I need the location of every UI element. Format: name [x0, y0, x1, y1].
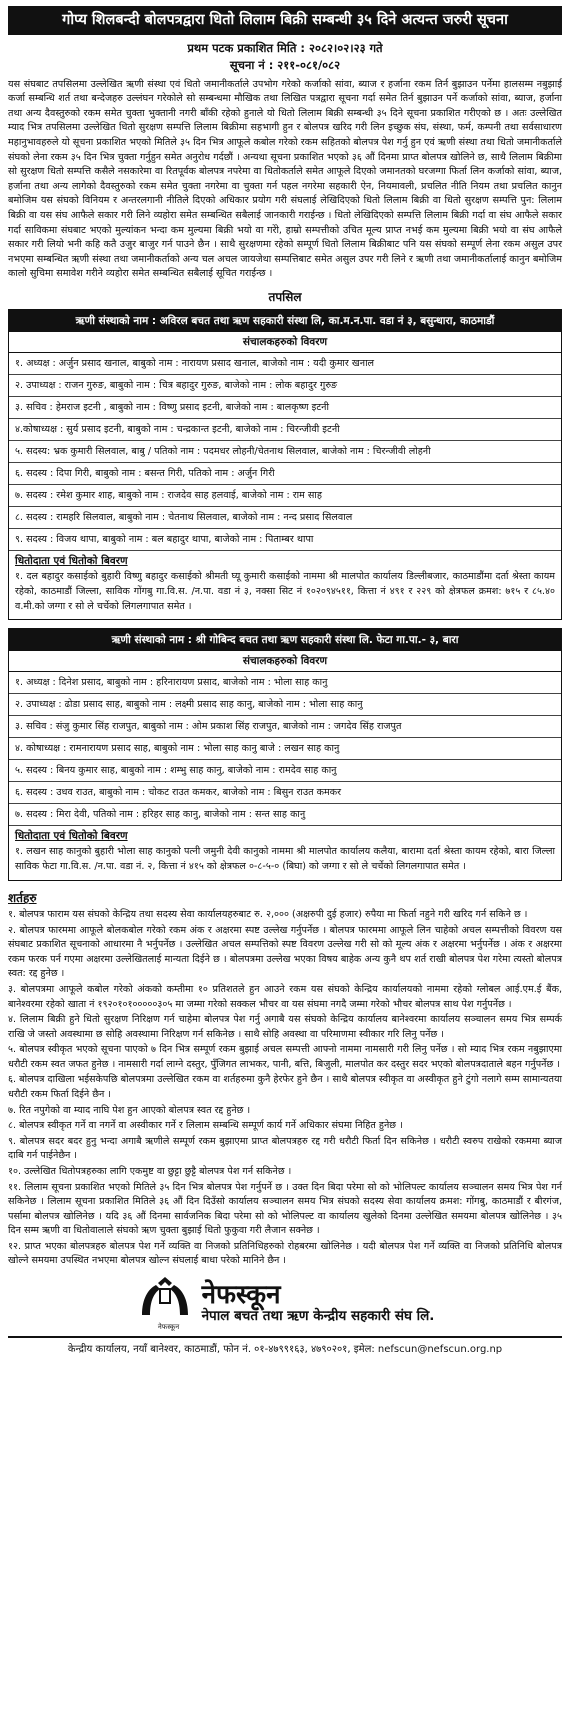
notice-number: सूचना नं : २११-०८१/०८२	[229, 58, 341, 73]
member-row: ७. सदस्य : मिरा देवी, पतिको नाम : हरिहर साह कानु, बाजेको नाम : सन्त साह कानु	[9, 804, 561, 826]
term-item: २. बोलपत्र फारममा आफूले बोलकबोल गरेको रकम अंक र अक्षरमा स्पष्ट उल्लेख गर्नुपर्नेछ । बोलपत्र फारममा आफूले लिन चाहेको अचल सम्पत्तीको विवरण यस संघबाट प्रकाशित सूचनाको आधारमा नै भर्नुपर्नेछ । उल्लेखित अचल सम्पत्तिको स्पष्ट विवरण उल्लेख गरी सो को मूल्य अंक र अक्षरमा भर्नुपर्नेछ । अंक र अक्षरमा रकम फरक पर्न गएमा अक्षरमा उल्लेखितलाई मान्यता दिईने छ । बोलपत्रमा उल्लेख भएका विषय बाहेक अन्य कुनै थप शर्त राखी बोलपत्र पेश गरेमा त्यस्तो बोलपत्र स्वत: रद्द हुनेछ ।	[8, 924, 562, 980]
terms-title: शर्तहरु	[8, 891, 37, 906]
term-item: ५. बोलपत्र स्वीकृत भएको सूचना पाएको ७ दिन भित्र सम्पूर्ण रकम बुझाई अचल सम्पत्ती आफ्नो नाममा नामसारी गरी लिनु पर्नेछ । सो म्याद भित्र रकम नबुझाएमा धरौटी रकम स्वत जफत हुनेछ । नामसारी गर्दा लाग्ने दस्तुर, पुँजिगत लाभकर, पानी, बत्ति, बिजुली, मालपोत कर दस्तुर सदर भएको बोलपत्रदाताले बहन गर्नुपर्नेछ ।	[8, 1044, 562, 1070]
footer-contact: केन्द्रीय कार्यालय, नयाँ बानेश्वर, काठमाडौं, फोन नं. ०१-४७९९१६३, ४७९०२०१, इमेल: nefscun@nefscun.org.np	[8, 1336, 562, 1355]
term-item: ८. बोलपत्र स्वीकृत गर्ने वा नगर्ने वा अस्वीकार गर्ने र लिलाम सम्बन्धि सम्पूर्ण कार्य गर्ने अधिकार संघमा निहित हुनेछ ।	[8, 1120, 403, 1132]
term-item: ७. रित नपुगेको वा म्याद नाघि पेश हुन आएको बोलपत्र स्वत रद्द हुनेछ ।	[8, 1104, 251, 1116]
member-row: ६. सदस्य : उधव राउत, बाबुको नाम : चोकट राउत कमकर, बाजेको नाम : बिसुन राउत कमकर	[9, 782, 561, 804]
term-item: ९. बोलपत्र सदर बदर हुनु भन्दा अगाबै ऋणीले सम्पूर्ण रकम बुझाएमा प्राप्त बोलपत्रहरु रद्द गरी धरौटी फिर्ता दिन सकिनेछ । धरौटी स्वरुप राखेको रकममा ब्याज दाबि गर्न पाईनेछैन ।	[8, 1135, 562, 1162]
member-row: १. अध्यक्ष : दिनेश प्रसाद, बाबुको नाम : हरिनारायण प्रसाद, बाजेको नाम : भोला साह कानु	[9, 672, 561, 694]
term-item: १०. उल्लेखित धितोपत्रहरुका लागि एकमुष्ट वा छुट्टा छुट्टै बोलपत्र पेश गर्न सकिनेछ ।	[8, 1165, 292, 1177]
org-name-block	[201, 1279, 435, 1326]
org-logo	[136, 1275, 202, 1332]
member-row: ९. सदस्य : विजय थापा, बाबुको नाम : बल बहादुर थापा, बाजेको नाम : पिताम्बर थापा	[9, 529, 561, 551]
member-row: ३. सचिव : हेमराज इटनी , बाबुको नाम : विष्णु प्रसाद इटनी, बाजेको नाम : बालकृष्ण इटनी	[9, 397, 561, 419]
term-item: ३. बोलपत्रमा आफूले कबोल गरेको अंकको कम्तीमा १० प्रतिशतले हुन आउने रकम यस संघको केन्द्रिय कार्यालयको नाममा रहेको ग्लोबल आई.एम.ई बैंक, बानेश्वरमा रहेको खाता नं १९२०१०१०००००३०५ मा जम्मा गरेको सक्कल भौचर वा यस संघमा नगदै जम्मा गरेको भौचर बोलपत्र साथ पेश गर्नुपर्नेछ ।	[8, 984, 562, 1010]
board-heading: संचालकहरुको विवरण	[9, 332, 561, 353]
member-row: २. उपाध्यक्ष : ढोडा प्रसाद साह, बाबुको नाम : लक्ष्मी प्रसाद साह कानु, बाजेको नाम : भोला साह कानु	[9, 694, 561, 716]
member-row: ४.कोषाध्यक्ष : सुर्य प्रसाद इटनी, बाबुको नाम : चन्द्रकान्त इटनी, बाजेको नाम : चिरन्जीवी इटनी	[9, 419, 561, 441]
collateral-title: धितोदाता एवं धितोको बिवरण	[15, 830, 128, 843]
hands-logo-icon	[136, 1275, 194, 1319]
notice-meta	[8, 40, 562, 73]
member-row: ६. सदस्य : दिपा गिरी, बाबुको नाम : बसन्त गिरी, पतिको नाम : अर्जुन गिरी	[9, 463, 561, 485]
org-logo-text: नेफस्कून	[201, 1279, 281, 1310]
intro-paragraph: यस संघबाट तपसिलमा उल्लेखित ऋणी संस्था एवं धितो जमानीकर्ताले उपभोग गरेको कर्जाको सांवा, ब्याज र हर्जाना रकम तिर्न बुझाउन पर्नेमा हालसम्म नबुझाई कर्जा सम्बन्धि शर्त तथा बन्देजहरु उल्लंघन गरेकोले सो सम्बन्धमा मौखिक तथा लिखित पत्रद्वारा सूचना गर्दा समेत तिर्न बुझाउन पर्ने कर्जाको सांवा, ब्याज, हर्जाना तथा अन्य दैवस्तुरुको रकम समेत चुक्ता भुक्तानी नगरी बाँकी रहेको हुनाले यो धितो लिलाम बिक्री सम्बन्धी ३५ दिने सूचना प्रकाशित गरीएको छ । अतः उल्लेखित म्याद भित्र तपसिलमा उल्लेखित धितो सुरक्षण सम्पत्ति लिलाम बिक्रीमा सहभागी हुन र बोलपत्र खरिद गरी लिन इच्छुक संघ, संस्था, फर्म, कम्पनी तथा सर्वसाधारण महानुभावहरुले यो सूचना प्रकाशित भएको मितिले ३५ दिन भित्र आफूले कबोल गरेको रकम सहितको बोलपत्र पेश गर्नु हुन एवं ऋणी संस्था तथा धितो जमानीकर्ताले संघको लेना रकम ३५ दिन भित्र चुक्ता गर्नुहुन समेत अनुरोध गर्दछौं । अन्यथा सूचना प्रकाशित भएको ३६ औं दिनमा प्राप्त बोलपत्र खोलिने छ, साथै लिलाम बिक्रीमा सो सुरक्षण धितो सम्पत्ति कसैले नसकारेमा वा रितपूर्वक बोलपत्र नपरेमा वा धितोकर्ताले समेत आफूले दिएको जमानतको घरजग्गा फिर्ता लिन कर्जाको सांवा, ब्याज, हर्जाना तथा अन्य लागेको दैवस्तुरुको रकम समेत चुक्ता नगरेमा वा चुक्ता गर्न पहल नगरेमा सहकारी ऐन, नियमावली, प्रचलित नीति नियम तथा प्रचलित कानुन बमोजिम यस संघको विनियम र अन्तरलगानी नीतिले दिएको अधिकार प्रयोग गरी संघलाई लेखिदिएको धितो लिलाम बिक्री वा धितो सुरक्षण सम्पत्ति पुन: लिलाम बिक्री वा यस संघ आफैले सकार गरी लिने व्यहोरा समेत सम्बन्धित सबैलाई जानकारी गराईन्छ । धितो लेखिदिएको सम्पत्ति लिलाम बिक्री गर्दा वा संघ आफैले सकार गर्दा साविकमा संघबाट भएको मुल्यांकन भन्दा कम मुल्यमा बिक्री भयो वा गरेो, हाम्रो सम्पत्तीको उचित मूल्य प्राप्त नभई कम मुल्यमा बिक्री भयो वा संघ आफैले सकार गरी लियो भनी कहि कतै उजुर बाजुर गर्न पाउने छैन । साथै सुरक्षणमा रहेको सम्पूर्ण धितो लिलाम बिक्रीबाट पनि यस संघको सम्पूर्ण लेना रकम असुल उपर नभएमा सम्बन्धित ऋणी संस्था तथा जमानीकर्ताको अन्य चल अचल जायजेथा सम्पत्तिबाट समेत असुल उपर गरी लिने र ऋणी तथा जमानीकर्तालाई कानुन बमोजिम कालो सुचिमा समावेश गरीने व्यहोरा समेत सम्बन्धित सबैलाई सूचित गराईन्छ ।	[8, 78, 562, 280]
terms-list	[8, 908, 562, 1269]
member-row: ७. सदस्य : रमेश कुमार शाह, बाबुको नाम : राजदेव साह हलवाई, बाजेको नाम : राम साह	[9, 485, 561, 507]
member-row: ५. सदस्य: भ्रक कुमारी सिलवाल, बाबु / पतिको नाम : पदमधर लोहनी/चेतनाथ सिलवाल, बाजेको नाम : चिरन्जीवी लोहनी	[9, 441, 561, 463]
institution-name: ऋणी संस्थाको नाम : अविरल बचत तथा ऋण सहकारी संस्था लि, का.म.न.पा. वडा नं ३, बसुन्धारा, काठमाडौं	[9, 310, 561, 332]
term-item: १. बोलपत्र फाराम यस संघको केन्द्रिय तथा सदस्य सेवा कार्यालयहरुबाट रु. २,००० (अक्षरुपी दुई हजार) रुपैया मा फिर्ता नहुने गरी खरिद गर्न सकिने छ ।	[8, 909, 528, 921]
org-logo-area	[8, 1275, 562, 1332]
collateral-text: १. दल बहादुर कसाईको बुहारी विष्णु बहादुर कसाईको श्रीमती घ्यू कुमारी कसाईको नाममा श्री मालपोत कार्यालय डिल्लीबजार, काठमाडौंमा दर्ता श्रेस्ता कायम रहेको, काठमाडौं जिल्ला, साविक गोंगबु गा.वि.स. /न.पा. वडा नं ३, नक्सा सिट नं १०२०९४५११, कित्ता नं ४९१ र २२९ को क्षेत्रफल क्रमश: ७१५ र ८५.४० व.मी.को जग्गा र सो ले चर्चेको लिगलगापात समेत ।	[15, 570, 555, 612]
institution-name: ऋणी संस्थाको नाम : श्री गोबिन्द बचत तथा ऋण सहकारी संस्था लि. फेटा गा.पा.- ३, बारा	[9, 629, 561, 651]
term-item: १२. प्राप्त भएका बोलपत्रहरु बोलपत्र पेश गर्ने व्यक्ति वा निजको प्रतिनिधिहरुको रोहबरमा खोलिनेछ । यदी बोलपत्र पेश गर्ने व्यक्ति वा निजको प्रतिनिधि बोलपत्र खोल्ने समयमा उपस्थित नभएमा बोलपत्र खोल्न संघलाई बाधा परेको मानिने छैन ।	[8, 1240, 562, 1267]
logo-caption: नेफस्कून	[157, 1323, 180, 1331]
member-row: १. अध्यक्ष : अर्जुन प्रसाद खनाल, बाबुको नाम : नारायण प्रसाद खनाल, बाजेको नाम : यदी कुमार खनाल	[9, 353, 561, 375]
institution-block-2	[8, 628, 562, 881]
details-title: तपसिल	[268, 289, 302, 304]
member-row: २. उपाध्यक्ष : राजन गुरुङ, बाबुको नाम : चित्र बहादुर गुरुङ, बाजेको नाम : लोक बहादुर गुरुङ	[9, 375, 561, 397]
institution-block-1	[8, 309, 562, 621]
org-full-name: नेपाल बचत तथा ऋण केन्द्रीय सहकारी संघ लि.	[201, 1307, 435, 1324]
board-heading: संचालकहरुको विवरण	[9, 651, 561, 672]
notice-banner: गोप्य शिलबन्दी बोलपत्रद्वारा धितो लिलाम बिक्री सम्बन्धी ३५ दिने अत्यन्त जरुरी सूचना	[8, 6, 562, 35]
term-item: ६. बोलपत्र दाखिला भईसकेपछि बोलपत्रमा उल्लेखित रकम वा शर्तहरुमा कुनै हेरफेर हुने छैन । साथै बोलपत्र स्वीकृत वा अस्वीकृत हुने टुंगो नलागे सम्म सामान्यतया धरौटी रकम फिर्ता दिईने छैन ।	[8, 1074, 562, 1101]
term-item: ४. लिलाम बिक्री हुने धितो सुरक्षण निरिक्षण गर्न चाहेमा बोलपत्र पेश गर्नु अगाबै यस संघको केन्द्रिय कार्यालय बानेश्वरमा कार्यालय सञ्चालन समय भित्र सम्पर्क राखि जे जस्तो अवस्थामा छ सोहि अवस्थामा निरिक्षण गर्न सकिनेछ । साथै सोहि अवस्था वा परिमाणमा स्वीकार गरि लिनु पर्नेछ ।	[8, 1014, 562, 1040]
member-row: ५. सदस्य : बिनय कुमार साह, बाबुको नाम : शम्भु साह कानु, बाजेको नाम : रामदेव साह कानु	[9, 760, 561, 782]
collateral-text: १. लखन साह कानुको बुहारी भोला साह कानुको पत्नी जमुनी देवी कानुको नाममा श्री मालपोत कार्यालय कलैया, बारामा दर्ता श्रेस्ता कायम रहेको, बारा जिल्ला साविक फेटा गा.वि.स. /न.पा. वडा नं. २, कित्ता नं ४१५ को क्षेत्रफल ०-८-५-० (बिघा) को जग्गा र सो ले चर्चेको लिगलगापात समेत ।	[15, 846, 555, 873]
published-date: प्रथम पटक प्रकाशित मिति : २०८२।०२।२३ गते	[187, 41, 383, 56]
member-row: ३. सचिव : संजु कुमार सिंह राजपुत, बाबुको नाम : ओम प्रकाश सिंह राजपुत, बाजेको नाम : जगदेव सिंह राजपुत	[9, 716, 561, 738]
collateral-title: धितोदाता एवं धितोको बिवरण	[15, 554, 128, 567]
member-row: ४. कोषाध्यक्ष : रामनारायण प्रसाद साह, बाबुको नाम : भोला साह कानु बाजे : लखन साह कानु	[9, 738, 561, 760]
term-item: ११. लिलाम सूचना प्रकाशित भएको मितिले ३५ दिन भित्र बोलपत्र पेश गर्नुपर्ने छ । उक्त दिन बिदा परेमा सो को भोलिपल्ट कार्यालय सञ्चालन समय भित्र पेश गर्न सकिनेछ । लिलाम सूचना प्रकाशित मितिले ३६ औं दिन दिउँसो कार्यालय सञ्चालन समय भित्र संघको सदस्य सेवा कार्यालय क्रमश: गोंगबु, काठमाडौं र बीरगंज, पर्सामा बोलपत्र खोलिनेछ । यदि ३६ औं दिनमा सार्वजनिक बिदा परेमा सो को भोलिपल्ट वा कार्यालय खुलेको दिनमा उल्लेखित समयमा बोलपत्र खोलिनेछ । ३५ दिन सम्म ऋणी वा धितोवालाले संघको ऋण चुक्ता बुझाई धितो फुकुवा गरी लैजान सक्नेछ ।	[8, 1181, 562, 1237]
member-row: ८. सदस्य : रामहरि सिलवाल, बाबुको नाम : चेतनाथ सिलवाल, बाजेको नाम : नन्द प्रसाद सिलवाल	[9, 507, 561, 529]
